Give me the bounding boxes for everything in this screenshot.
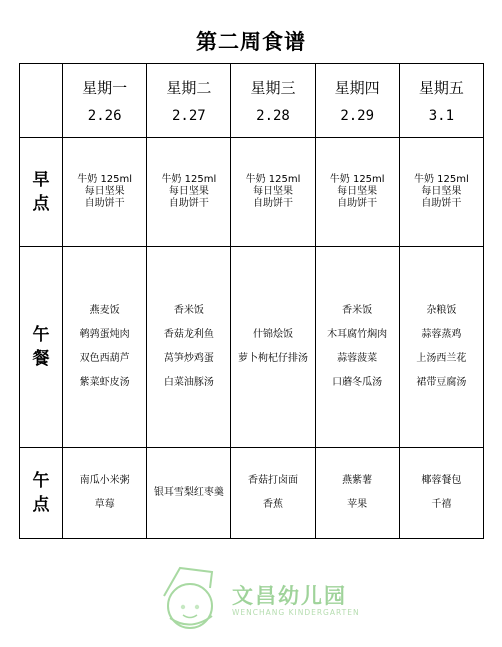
day-date: 2.29 — [340, 107, 375, 124]
snack-cell: 椰蓉餐包 千禧 — [399, 448, 483, 539]
breakfast-cell: 牛奶 125ml 每日坚果 自助饼干 — [315, 138, 399, 247]
lunch-row — [20, 247, 484, 448]
day-name: 星期三 — [250, 78, 296, 97]
day-header — [315, 64, 399, 138]
snack-row — [20, 448, 484, 539]
day-name: 星期一 — [82, 78, 128, 97]
day-date: 3.1 — [428, 107, 455, 124]
breakfast-cell: 牛奶 125ml 每日坚果 自助饼干 — [231, 138, 315, 247]
day-header — [63, 64, 147, 138]
day-name: 星期五 — [418, 78, 464, 97]
breakfast-cell: 牛奶 125ml 每日坚果 自助饼干 — [63, 138, 147, 247]
lunch-cell: 燕麦饭 鹌鹑蛋炖肉 双色西葫芦 紫菜虾皮汤 — [63, 247, 147, 448]
lunch-cell: 香米饭 香菇龙利鱼 莴笋炒鸡蛋 白菜油豚汤 — [147, 247, 231, 448]
header-row — [20, 64, 484, 138]
day-header — [399, 64, 483, 138]
day-header — [231, 64, 315, 138]
menu-title: 第二周食谱 — [196, 30, 306, 54]
weekly-menu-table — [19, 63, 484, 539]
snack-cell: 南瓜小米粥 草莓 — [63, 448, 147, 539]
row-label-snack: 午 点 — [20, 448, 63, 539]
breakfast-cell: 牛奶 125ml 每日坚果 自助饼干 — [399, 138, 483, 247]
row-label-lunch: 午 餐 — [20, 247, 63, 448]
corner-cell — [20, 64, 63, 138]
snack-cell: 香菇打卤面 香蕉 — [231, 448, 315, 539]
logo-subtitle: WENCHANG KINDERGARTEN — [232, 608, 360, 617]
breakfast-row — [20, 138, 484, 247]
snack-cell: 燕紫薯 苹果 — [315, 448, 399, 539]
lunch-cell: 香米饭 木耳腐竹焖肉 蒜蓉菠菜 口蘑冬瓜汤 — [315, 247, 399, 448]
day-date: 2.27 — [171, 107, 206, 124]
logo-name: 文昌幼儿园 — [232, 584, 347, 608]
lunch-cell: 杂粮饭 蒜蓉蒸鸡 上汤西兰花 裙带豆腐汤 — [399, 247, 483, 448]
day-name: 星期四 — [334, 78, 380, 97]
snack-cell: 银耳雪梨红枣羹 — [147, 448, 231, 539]
day-date: 2.28 — [256, 107, 290, 124]
day-header — [147, 64, 231, 138]
breakfast-cell: 牛奶 125ml 每日坚果 自助饼干 — [147, 138, 231, 247]
day-name: 星期二 — [166, 78, 212, 97]
day-date: 2.26 — [87, 107, 122, 124]
row-label-breakfast: 早 点 — [20, 138, 63, 247]
lunch-cell: 什锦烩饭 萝卜枸杞仔排汤 — [231, 247, 315, 448]
